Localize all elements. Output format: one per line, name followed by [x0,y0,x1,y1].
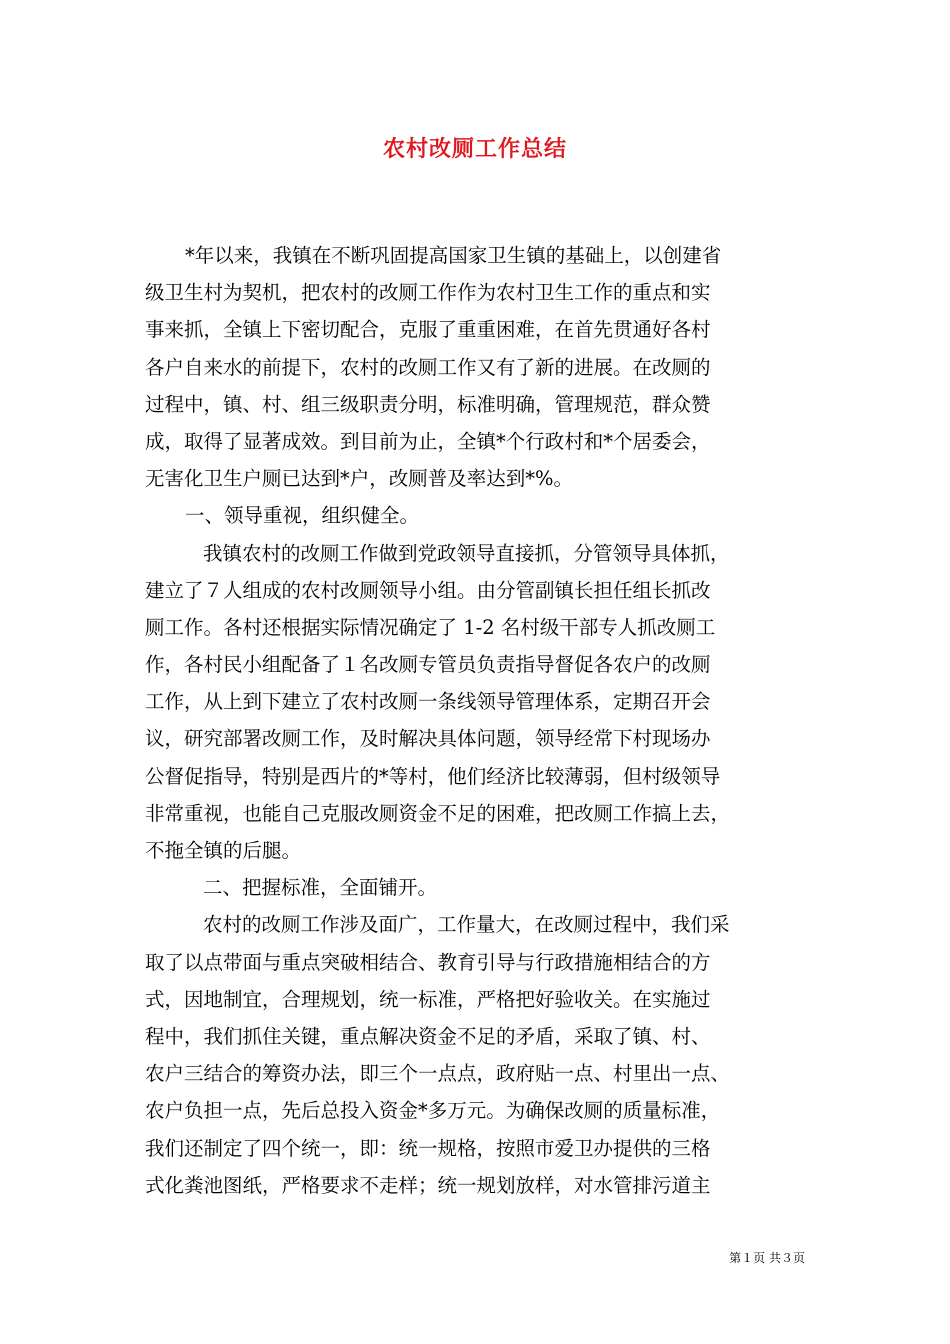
text-line: 各户自来水的前提下，农村的改厕工作又有了新的进展。在改厕的 [145,355,711,379]
text-line: 建立了７人组成的农村改厕领导小组。由分管副镇长担任组长抓改 [145,578,711,602]
document-title: 农村改厕工作总结 [382,136,567,162]
document-body [145,237,813,1204]
text-line: 农户三结合的筹资办法，即三个一点点，政府贴一点、村里出一点、 [145,1062,731,1086]
text-line: 过程中，镇、村、组三级职责分明，标准明确，管理规范，群众赞 [145,392,711,416]
section-heading: 一、领导重视，组织健全。 [185,504,420,528]
text-line: 农户负担一点，先后总投入资金*多万元。为确保改厕的质量标准， [145,1099,721,1123]
text-line: 作，各村民小组配备了１名改厕专管员负责指导督促各农户的改厕 [145,653,711,677]
text-line: 不拖全镇的后腿。 [145,839,302,862]
text-line: 事来抓，全镇上下密切配合，克服了重重困难，在首先贯通好各村 [145,318,711,342]
page-number-footer: 第１页 共３页 [729,1251,805,1265]
text-line: *年以来，我镇在不断巩固提高国家卫生镇的基础上，以创建省 [185,244,722,267]
text-line: 级卫生村为契机，把农村的改厕工作作为农村卫生工作的重点和实 [145,281,711,305]
text-line: 式化粪池图纸，严格要求不走样；统一规划放样，对水管排污道主 [145,1173,711,1197]
text-line: 程中，我们抓住关键，重点解决资金不足的矛盾，采取了镇、村、 [145,1024,711,1048]
text-line: 议，研究部署改厕工作，及时解决具体问题，领导经常下村现场办 [145,727,711,751]
text-line: 我们还制定了四个统一，即：统一规格，按照市爱卫办提供的三格 [145,1136,711,1160]
text-line: 公督促指导，特别是西片的*等村，他们经济比较薄弱，但村级领导 [145,764,721,788]
text-line: 非常重视，也能自己克服改厕资金不足的困难，把改厕工作搞上去， [145,801,731,825]
text-line: 无害化卫生户厕已达到*户，改厕普及率达到*%。 [145,467,574,491]
text-line: 工作，从上到下建立了农村改厕一条线领导管理体系，定期召开会 [145,690,711,714]
text-line: 式，因地制宜，合理规划，统一标准，严格把好验收关。在实施过 [145,987,711,1011]
text-line: 我镇农村的改厕工作做到党政领导直接抓，分管领导具体抓， [203,541,730,565]
text-line: 农村的改厕工作涉及面广，工作量大，在改厕过程中，我们采 [203,913,730,937]
text-line: 厕工作。各村还根据实际情况确定了 1-2 名村级干部专人抓改厕工 [145,615,716,639]
text-line: 取了以点带面与重点突破相结合、教育引导与行政措施相结合的方 [145,950,711,974]
text-line: 成，取得了显著成效。到目前为止，全镇*个行政村和*个居委会， [145,429,711,453]
section-heading: 二、把握标准，全面铺开。 [203,876,438,900]
